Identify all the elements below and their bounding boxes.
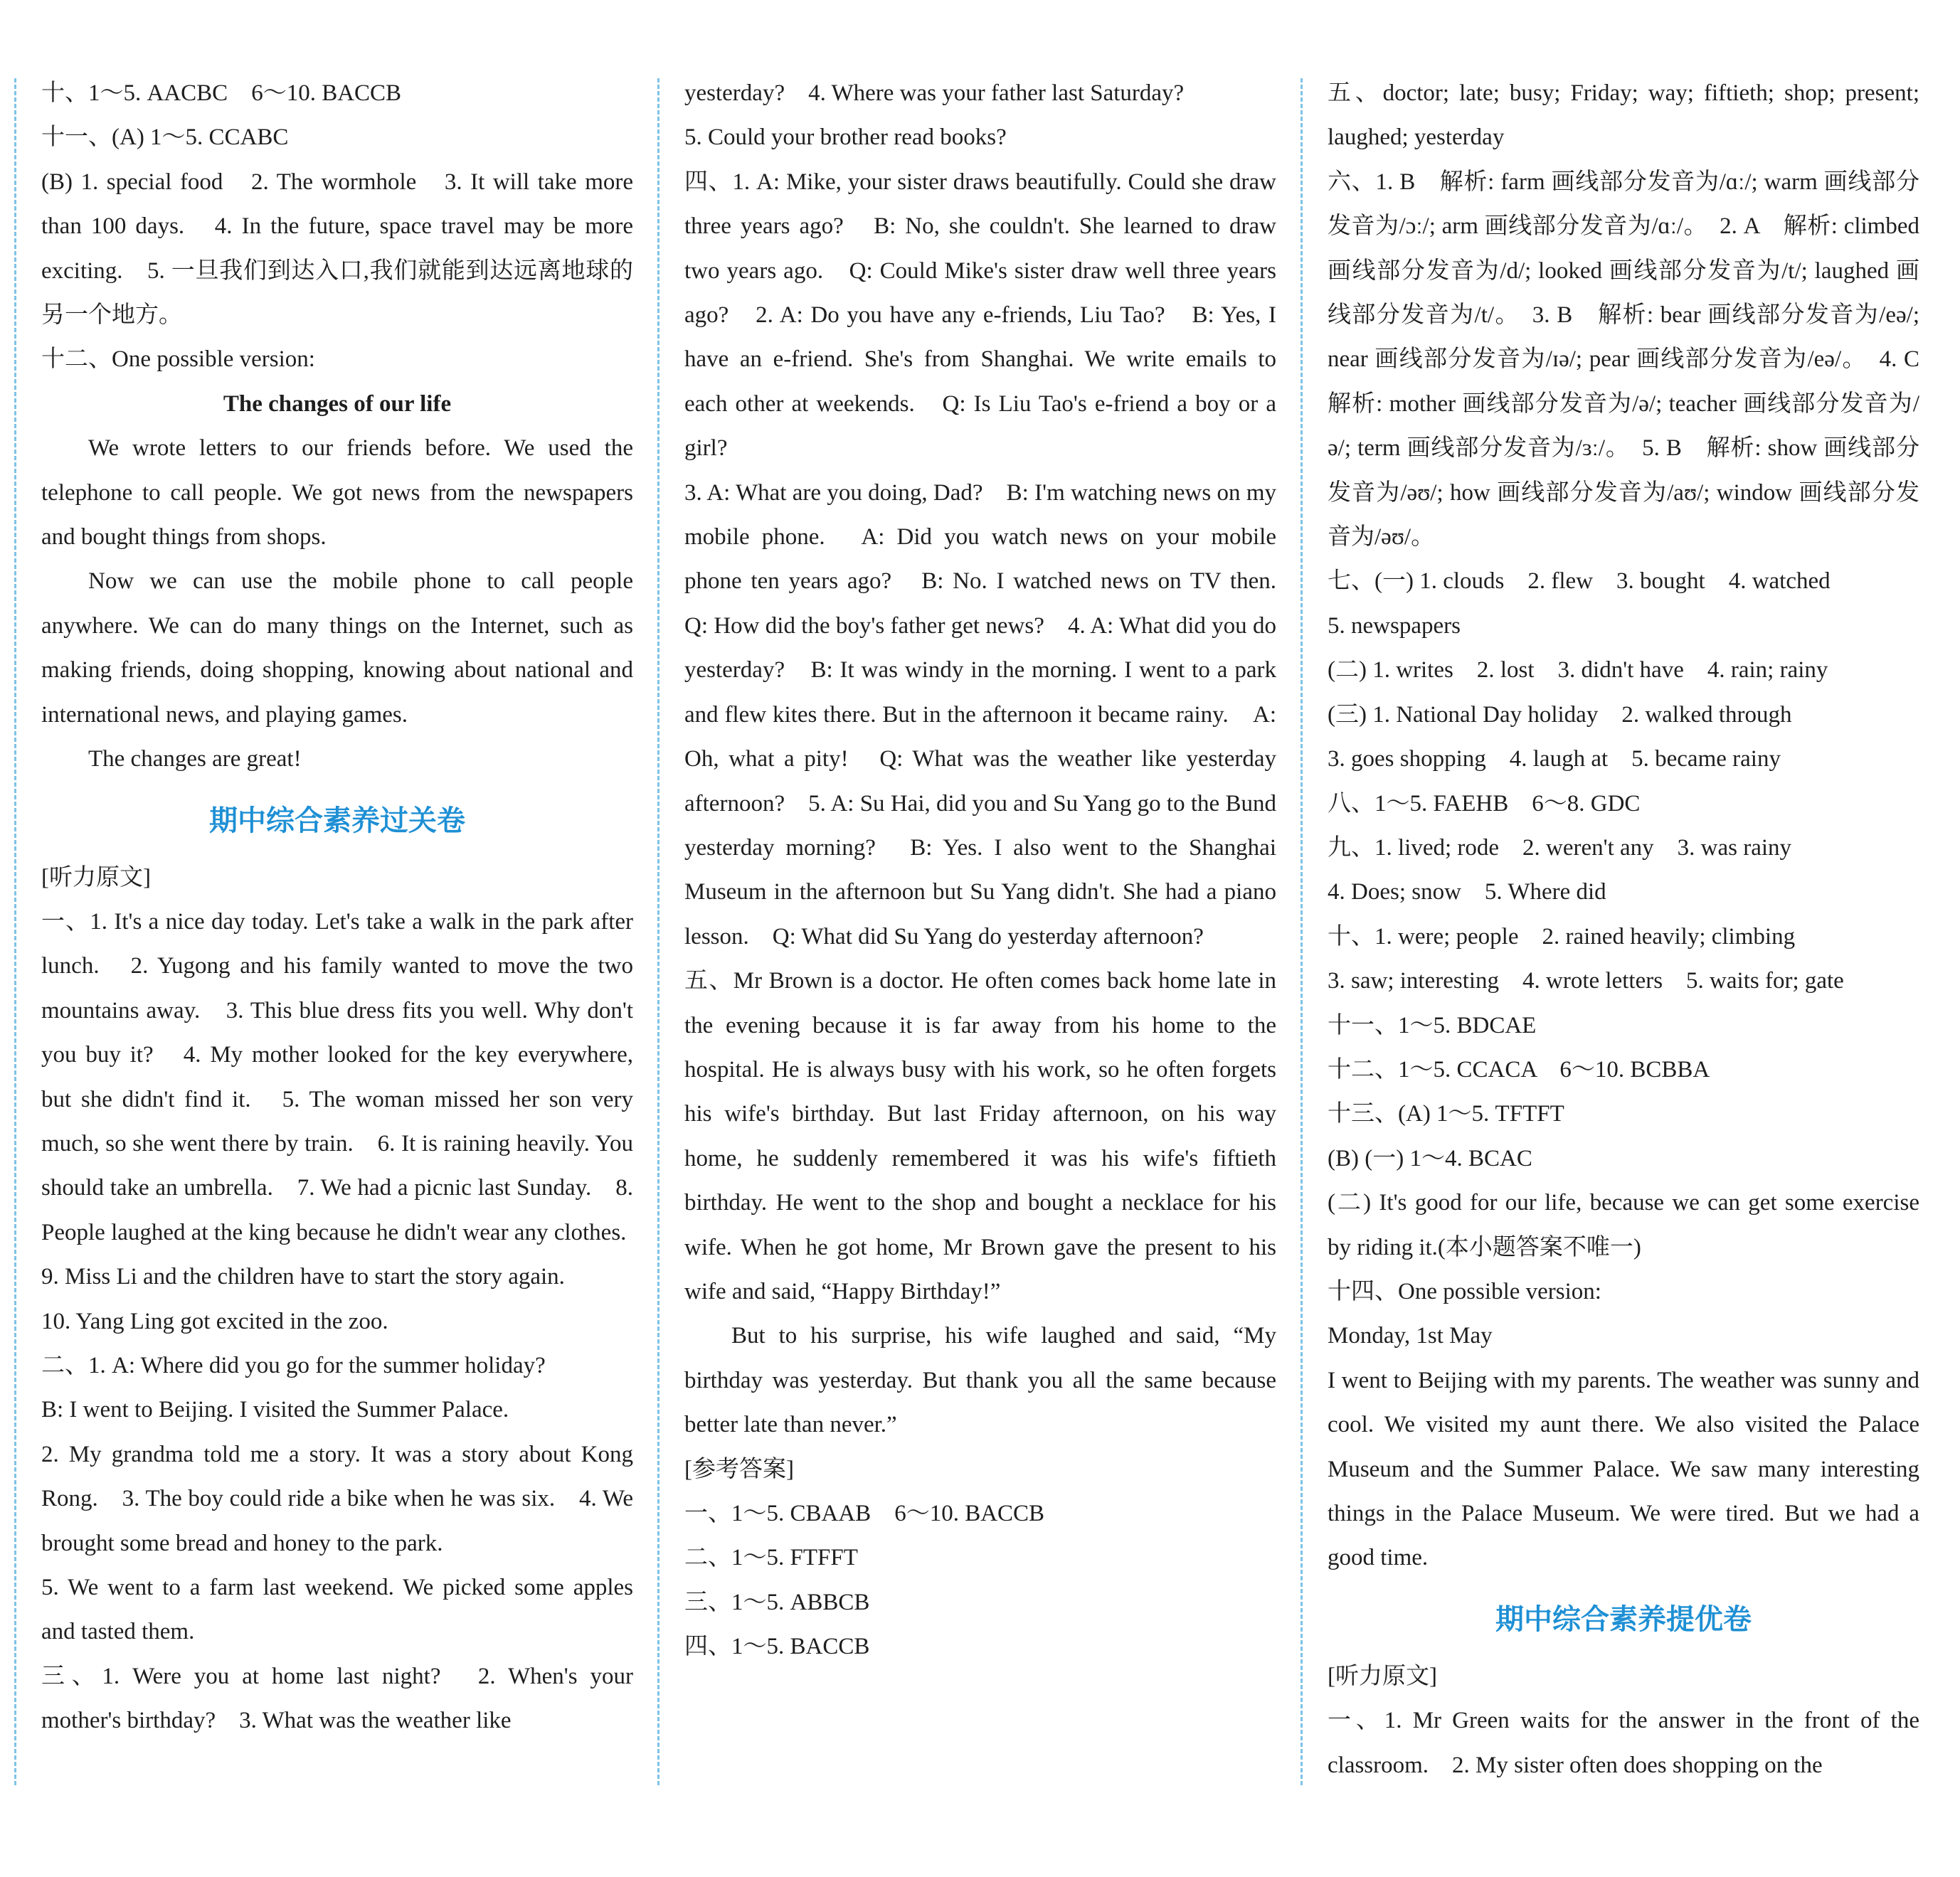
text-line: 5. Could your brother read books?: [684, 124, 1007, 151]
text-line: (二) 1. writes 2. lost 3. didn't have 4. rain; rainy: [1328, 657, 1828, 684]
text-line: [参考答案]: [684, 1456, 794, 1482]
text-line: 六、1. B 解析: farm 画线部分发音为/ɑː/; warm 画线部分发音为/ɔː/; arm 画线部分发音为/ɑː/。 2. A 解析: climbed 画线部分发音为/d/; looked 画线部分发音为/t/; laughed 画线部分发音为/t/。 3. B 解析: bear 画线部分发音为/eə/; near 画线部分发音为/ɪə/; pear 画线部分发音为/eə/。 4. C 解析: mother 画线部分发音为/ə/; teacher 画线部分发音为/ə/; term 画线部分发音为/ɜː/。 5. B 解析: show 画线部分发音为/əʊ/; how 画线部分发音为/aʊ/; window 画线部分发音为/əʊ/。: [1328, 169, 1943, 551]
text-line: [听力原文]: [1328, 1663, 1437, 1689]
text-line: 3. saw; interesting 4. wrote letters 5. waits for; gate: [1328, 968, 1844, 994]
text-line: 十二、1～5. CCACA 6～10. BCBBA: [1328, 1056, 1710, 1083]
text-line: 一、1. It's a nice day today. Let's take a walk in the park after lunch. 2. Yugong and his family wanted to move the two mountains away. 3. This blue dress fits you well. Why don't you buy it? 4. My mother looked for the key everywhere, but she didn't find it. 5. The woman missed her son very much, so she went there by train. 6. It is raining heavily. You should take an umbrella. 7. We had a picnic last Sunday. 8. People laughed at the king because he didn't wear any clothes.: [41, 908, 640, 1245]
text-line: 2. My grandma told me a story. It was a story about Kong Rong. 3. The boy could ride a bike when he was six. 4. We brought some bread and honey to the park.: [41, 1441, 640, 1556]
text-line: 十四、One possible version:: [1328, 1278, 1601, 1304]
text-line: B: I went to Beijing. I visited the Summer Palace.: [41, 1397, 509, 1423]
text-line: 十、1～5. AACBC 6～10. BACCB: [41, 80, 402, 106]
text-line: 三、1～5. ABBCB: [684, 1589, 870, 1615]
text-line: 八、1～5. FAEHB 6～8. GDC: [1328, 790, 1641, 817]
text-column-left: [41, 71, 640, 1799]
text-line: 3. goes shopping 4. laugh at 5. became rainy: [1328, 746, 1781, 772]
text-line: 9. Miss Li and the children have to start the story again.: [41, 1264, 565, 1290]
text-line: (B) (一) 1～4. BCAC: [1328, 1145, 1532, 1171]
text-line: 5. We went to a farm last weekend. We picked some apples and tasted them.: [41, 1575, 640, 1645]
text-line: 四、1. A: Mike, your sister draws beautifully. Could she draw three years ago? B: No, she couldn't. She learned to draw two years ago. Q: Could Mike's sister draw well three years ago? 2. A: Do you have any e-friends, Liu Tao? B: Yes, I have an e-friend. She's from Shanghai. We write emails to each other at weekends. Q: Is Liu Tao's e-friend a boy or a girl?: [684, 169, 1283, 462]
text-line: (三) 1. National Day holiday 2. walked through: [1328, 701, 1792, 728]
text-line: 十、1. were; people 2. rained heavily; climbing: [1328, 923, 1796, 950]
section-heading: 期中综合素养提优卷: [1495, 1602, 1752, 1636]
text-line: 九、1. lived; rode 2. weren't any 3. was rainy: [1328, 834, 1792, 861]
text-paragraph: The changes are great!: [88, 746, 302, 772]
text-line: 一、1. Mr Green waits for the answer in the front of the classroom. 2. My sister often does shopping on the: [1328, 1708, 1926, 1778]
text-line: 十三、(A) 1～5. TFTFT: [1328, 1101, 1564, 1127]
column-divider: [1301, 78, 1303, 1785]
text-line: (二) It's good for our life, because we can get some exercise by riding it.(本小题答案不唯一): [1328, 1190, 1926, 1260]
text-line: 一、1～5. CBAAB 6～10. BACCB: [684, 1501, 1045, 1526]
text-line: yesterday? 4. Where was your father last Saturday?: [684, 80, 1185, 106]
text-line: 十一、1～5. BDCAE: [1328, 1012, 1537, 1038]
text-line: 3. A: What are you doing, Dad? B: I'm watching news on my mobile phone. A: Did you watch news on your mobile phone ten years ago? B: No. I watched news on TV then. Q: How did the boy's father get news? 4. A: What did you do yesterday? B: It was windy in the morning. I went to a park and flew kites there. But in the afternoon it became rainy. A: Oh, what a pity! Q: What was the weather like yesterday afternoon? 5. A: Su Hai, did you and Su Yang go to the Bund yesterday morning? B: Yes. I also went to the Shanghai Museum in the afternoon but Su Yang didn't. She had a piano lesson. Q: What did Su Yang do yesterday afternoon?: [684, 479, 1300, 950]
text-line: 三、1. Were you at home last night? 2. When's your mother's birthday? 3. What was the weather like: [41, 1663, 640, 1734]
text-paragraph: We wrote letters to our friends before. We used the telephone to call people. We got news from the newspapers and bought things from shops.: [41, 435, 640, 551]
text-line: Monday, 1st May: [1328, 1323, 1493, 1349]
text-line: 十二、One possible version:: [41, 346, 315, 373]
text-line: 二、1. A: Where did you go for the summer holiday?: [41, 1352, 546, 1378]
text-line: 十一、(A) 1～5. CCABC: [41, 124, 289, 151]
text-paragraph: But to his surprise, his wife laughed and said, “My birthday was yesterday. But thank you all the same because better late than never.”: [684, 1323, 1283, 1438]
text-line: 5. newspapers: [1328, 612, 1461, 639]
text-paragraph: Now we can use the mobile phone to call people anywhere. We can do many things on the Internet, such as making friends, doing shopping, knowing about national and international news, and playing games.: [41, 568, 640, 728]
text-line: 五、doctor; late; busy; Friday; way; fiftieth; shop; present; laughed; yesterday: [1328, 80, 1926, 151]
text-line: 五、Mr Brown is a doctor. He often comes back home late in the evening because it is far away from his home to the hospital. He is always busy with his work, so he often forgets his wife's birthday. But last Friday afternoon, on his way home, he suddenly remembered it was his wife's fiftieth birthday. He went to the shop and bought a necklace for his wife. When he got home, Mr Brown gave the present to his wife and said, “Happy Birthday!”: [684, 968, 1283, 1304]
column-divider: [14, 78, 16, 1785]
text-line: I went to Beijing with my parents. The weather was sunny and cool. We visited my aunt there. We also visited the Palace Museum and the Summer Palace. We saw many interesting things in the Palace Museum. We were tired. But we had a good time.: [1328, 1367, 1926, 1571]
text-line: 4. Does; snow 5. Where did: [1328, 879, 1606, 905]
text-column-middle: [684, 71, 1300, 1799]
text-line: 二、1～5. FTFFT: [684, 1545, 858, 1571]
text-line: 四、1～5. BACCB: [684, 1634, 870, 1660]
text-line: (B) 1. special food 2. The wormhole 3. It will take more than 100 days. 4. In the future, space travel may be more exciting. 5. 一旦我们到达入口,我们就能到达远离地球的另一个地方。: [41, 169, 640, 329]
essay-title: The changes of our life: [223, 390, 452, 417]
text-line: 10. Yang Ling got excited in the zoo.: [41, 1308, 388, 1334]
text-line: 七、(一) 1. clouds 2. flew 3. bought 4. watched: [1328, 568, 1831, 595]
section-heading: 期中综合素养过关卷: [209, 804, 465, 837]
text-line: [听力原文]: [41, 864, 151, 890]
column-divider: [657, 78, 659, 1785]
text-column-right: [1328, 71, 1943, 1799]
